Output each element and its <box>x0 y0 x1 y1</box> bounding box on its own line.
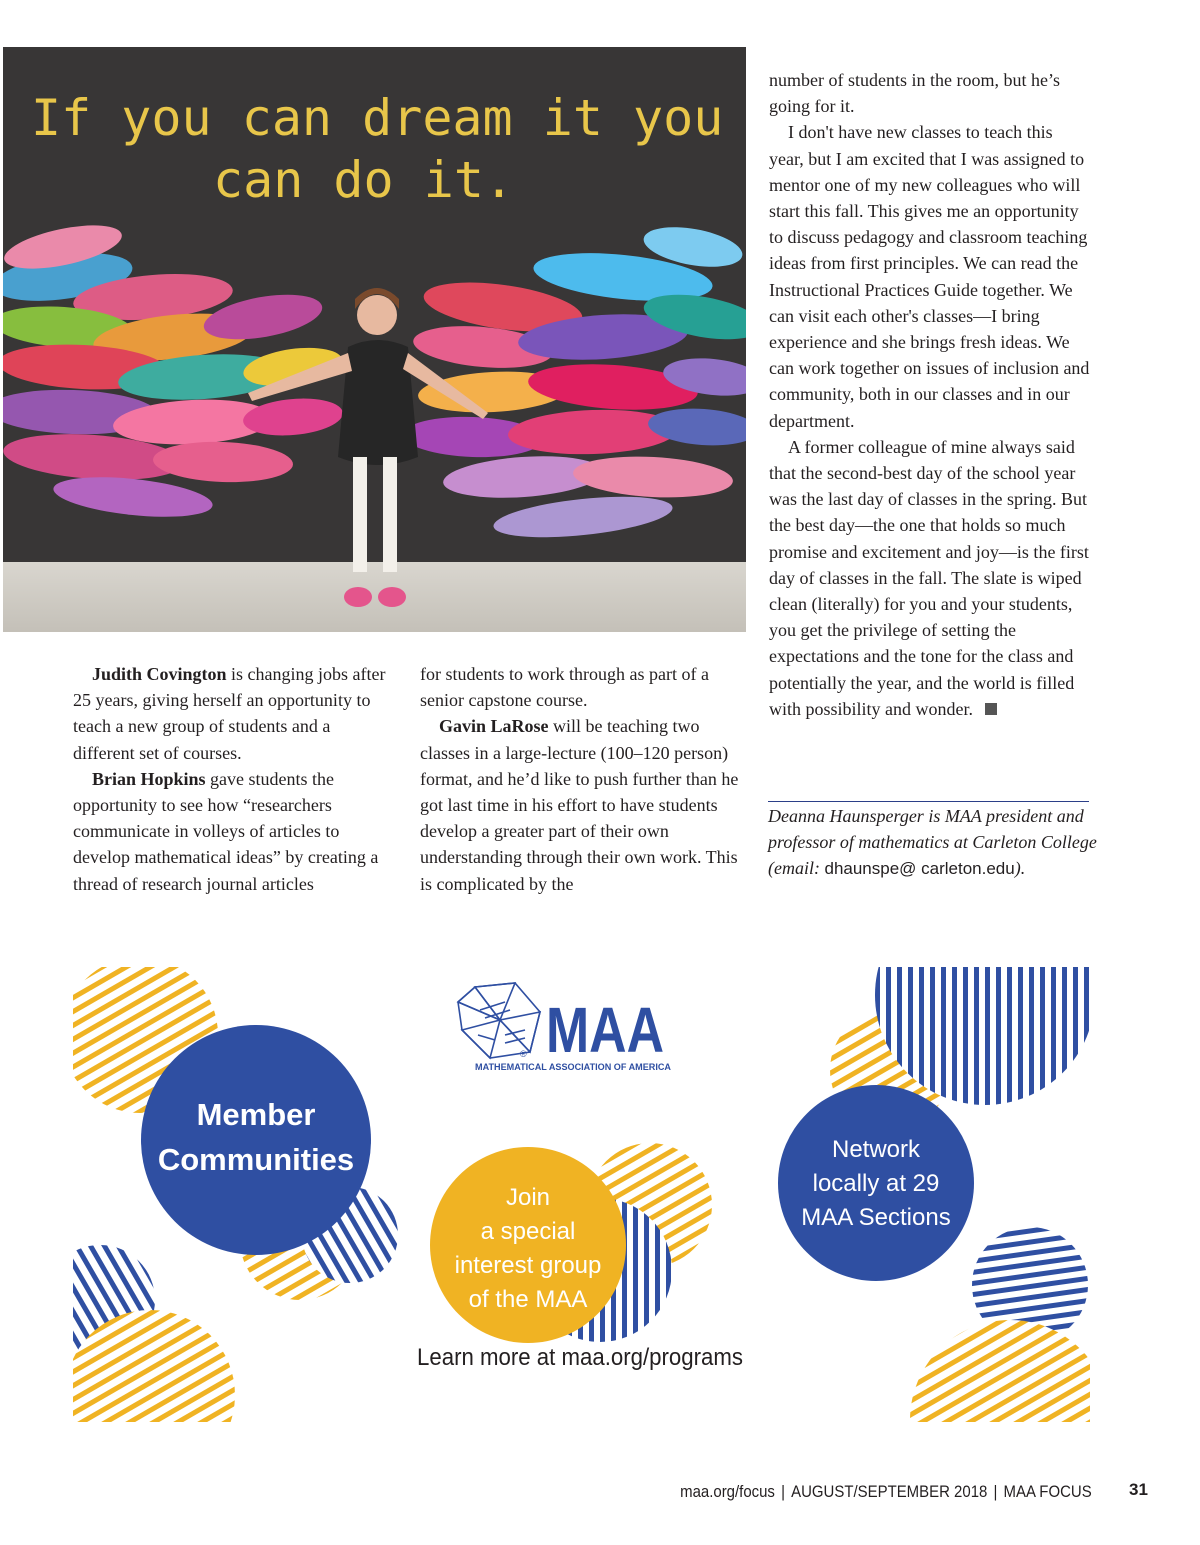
footer-issue: AUGUST/SEPTEMBER 2018 <box>791 1482 988 1501</box>
article-column-3 <box>769 67 1091 722</box>
paragraph-text: gave students the opportunity to see how “researchers communicate in volleys of articles to develop mathematical ideas” by creating a thread of research journal articles <box>73 768 379 894</box>
bio-text: Deanna Haunsperger is MAA president and professor of mathematics at Carleton College (email: <box>768 806 1097 879</box>
paragraph-first-day <box>769 434 1091 722</box>
paragraph-covington <box>73 661 391 766</box>
network-line-3: MAA Sections <box>801 1204 951 1231</box>
paragraph-larose <box>420 713 742 896</box>
name-covington: Judith Covington <box>92 664 227 684</box>
author-email-link[interactable]: dhaunspe@ carleton.edu <box>824 859 1015 879</box>
footer-magazine: MAA FOCUS <box>1003 1482 1092 1501</box>
logo-text: MAA <box>546 994 664 1066</box>
paragraph-hopkins <box>73 766 391 897</box>
decor-yellow-striped-circle <box>910 1320 1110 1430</box>
banner-line-2: can do it. <box>213 151 515 209</box>
maa-logo <box>458 983 671 1073</box>
paragraph-text: is changing jobs after 25 years, giving herself an opportunity to teach a new group of students and a different set of courses. <box>73 664 386 763</box>
network-line-2: locally at 29 <box>812 1170 940 1197</box>
article-column-1 <box>73 661 391 897</box>
author-bio <box>768 803 1098 883</box>
paragraph-continued: number of students in the room, but he’s going for it. <box>769 70 1060 117</box>
learn-more-link[interactable]: Learn more at maa.org/programs <box>417 1344 743 1371</box>
footer-separator: | <box>993 1482 998 1501</box>
page-footer <box>0 1478 1200 1508</box>
page-number: 31 <box>1129 1480 1148 1499</box>
name-hopkins: Brian Hopkins <box>92 768 206 789</box>
member-line-1: Member <box>196 1097 316 1132</box>
paragraph-text: will be teaching two classes in a large-lecture (100–120 person) format, and he’d like to push further than he got last time in his effort to have students develop a greater part of their own understanding through their own work. This is complicated by the <box>420 716 739 894</box>
bio-divider <box>768 801 1089 802</box>
wings-mural-image <box>3 47 746 632</box>
registered-mark: ® <box>520 1049 527 1059</box>
name-larose: Gavin LaRose <box>439 716 549 737</box>
bio-text-end: ). <box>1014 858 1026 879</box>
footer-separator: | <box>781 1482 786 1501</box>
maa-programs-ad <box>0 940 1200 1430</box>
join-line-2: a special <box>480 1218 576 1245</box>
paragraph-mentor: I don't have new classes to teach this year, but I am excited that I was assigned to mentor one of my new colleagues who will start this fall. This gives me an opportunity to discuss pedagogy and classroom teaching ideas from first principles. We can read the Instructional Practices Guide together. We can visit each other's classes—I bring experience and she brings fresh ideas. We can work together on issues of inclusion and community, both in our classes and in our department. <box>769 122 1090 431</box>
join-sig-circle <box>430 1147 626 1343</box>
article-column-2 <box>420 661 742 897</box>
icosahedron-icon <box>458 983 540 1058</box>
footer-site-link[interactable]: maa.org/focus <box>680 1482 776 1501</box>
paragraph-continued: for students to work through as part of a senior capstone course. <box>420 664 709 711</box>
banner-line-1: If you can dream it you <box>31 89 724 147</box>
logo-subtitle: MATHEMATICAL ASSOCIATION OF AMERICA <box>475 1062 672 1073</box>
join-line-1: Join <box>505 1184 551 1211</box>
join-line-4: of the MAA <box>468 1286 588 1313</box>
end-mark-icon <box>985 703 997 715</box>
paragraph-text: A former colleague of mine always said that the second-best day of the school year was the last day of classes in the spring. But the best day—the one that holds so much promise and excitement and joy—is the first day of classes in the fall. The slate is wiped clean (literally) for you and your students, you get the privilege of setting the expectations and the tone for the class and potentially the year, and the world is filled with possibility and wonder. <box>769 436 1089 719</box>
network-line-1: Network <box>831 1136 921 1163</box>
join-line-3: interest group <box>454 1252 602 1279</box>
article-photo <box>3 47 746 632</box>
member-communities-circle <box>141 1025 371 1255</box>
footer-text <box>680 1482 1092 1502</box>
member-line-2: Communities <box>157 1142 355 1177</box>
